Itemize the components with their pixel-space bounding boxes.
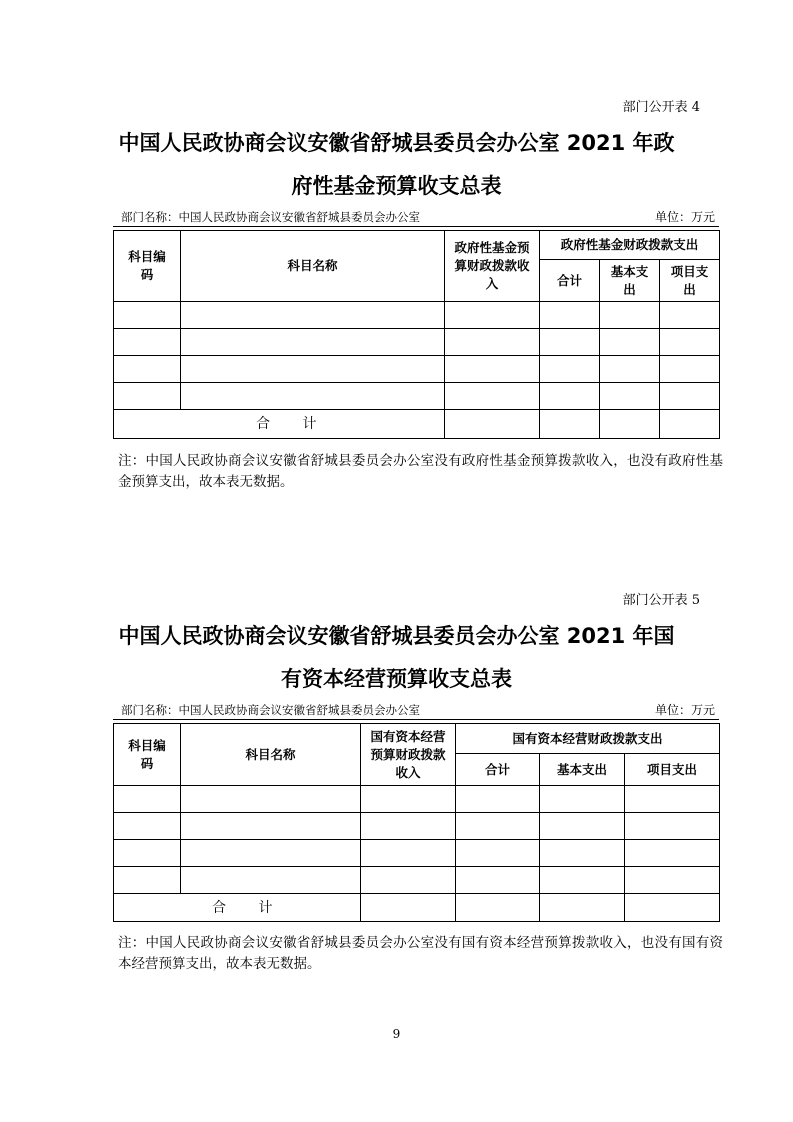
table-row (114, 383, 720, 410)
total-row (114, 894, 720, 922)
header-income: 国有资本经营预算财政拨款收入 (361, 724, 456, 786)
unit-label: 单位：万元 (654, 703, 715, 717)
table-row (114, 840, 720, 867)
table-title-line2: 府性基金预算收支总表 (291, 174, 502, 198)
header-name: 科目名称 (181, 231, 445, 302)
table-label: 部门公开表 4 (622, 100, 700, 115)
header-total: 合计 (540, 260, 600, 302)
total-row (114, 410, 720, 439)
header-income: 政府性基金预算财政拨款收入 (445, 231, 540, 302)
table-title-line2: 有资本经营预算收支总表 (281, 667, 512, 691)
table-row (114, 813, 720, 840)
header-expense-group: 国有资本经营财政拨款支出 (456, 724, 720, 754)
table-title-line1: 中国人民政协商会议安徽省舒城县委员会办公室 2021 年政 (118, 131, 675, 155)
budget-table (113, 230, 720, 439)
header-name: 科目名称 (181, 724, 361, 786)
page-number: 9 (392, 1027, 401, 1041)
unit-label: 单位：万元 (654, 210, 715, 224)
header-project: 项目支出 (660, 260, 720, 302)
note-text: 注：中国人民政协商会议安徽省舒城县委员会办公室没有国有资本经营预算拨款收入，也没有国有资本经营预算支出，故本表无数据。 (118, 935, 723, 972)
note-text: 注：中国人民政协商会议安徽省舒城县委员会办公室没有政府性基金预算拨款收入，也没有政府性基金预算支出，故本表无数据。 (118, 453, 723, 490)
header-code: 科目编码 (114, 724, 181, 786)
meta-row (113, 701, 719, 720)
total-label: 合 计 (114, 410, 445, 439)
table-label: 部门公开表 5 (622, 593, 700, 608)
table-title-line1: 中国人民政协商会议安徽省舒城县委员会办公室 2021 年国 (118, 624, 675, 648)
table-row (114, 786, 720, 813)
total-label: 合 计 (114, 894, 361, 922)
department-name: 部门名称：中国人民政协商会议安徽省舒城县委员会办公室 (121, 210, 420, 224)
table-row (114, 356, 720, 383)
budget-table (113, 723, 720, 922)
table-row (114, 302, 720, 329)
table-row (114, 329, 720, 356)
header-basic: 基本支出 (600, 260, 660, 302)
header-project: 项目支出 (625, 754, 720, 786)
meta-row (113, 208, 719, 227)
header-expense-group: 政府性基金财政拨款支出 (540, 231, 720, 260)
header-code: 科目编码 (114, 231, 181, 302)
header-basic: 基本支出 (540, 754, 625, 786)
table-row (114, 867, 720, 894)
department-name: 部门名称：中国人民政协商会议安徽省舒城县委员会办公室 (121, 703, 420, 717)
header-total: 合计 (456, 754, 540, 786)
